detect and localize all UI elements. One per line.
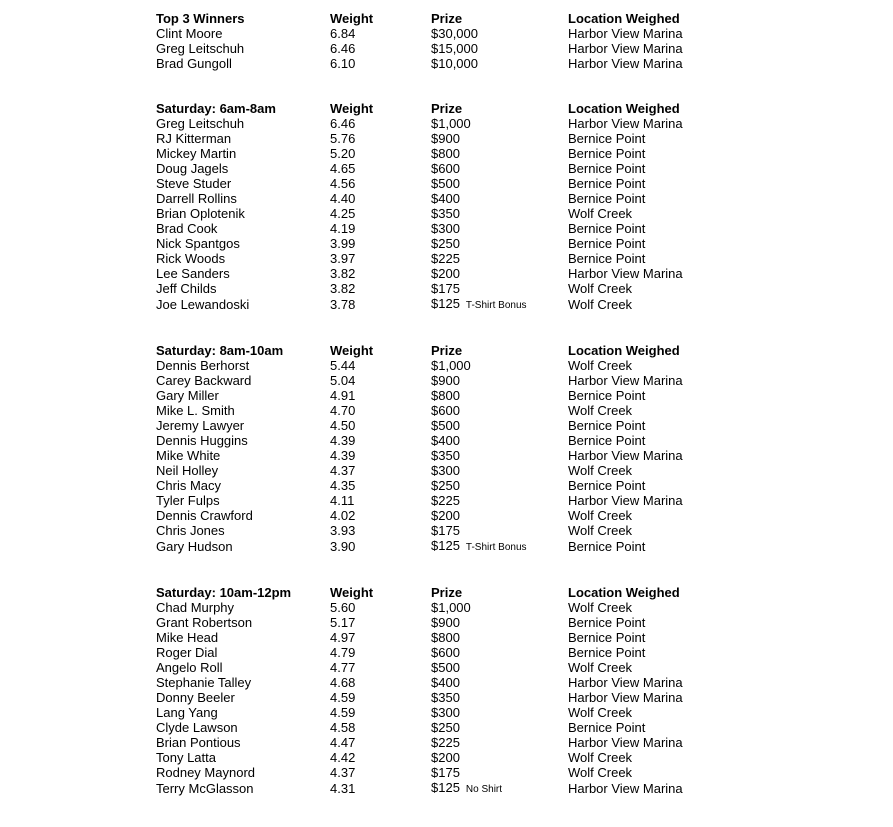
prize-cell [431,720,568,735]
angler-name: Greg Leitschuh [156,41,245,56]
weight-value: 4.50 [330,418,356,433]
weight-value: 3.78 [330,297,356,312]
weight-value: 4.37 [330,765,356,780]
prize-value: $400 [431,191,460,206]
prize-cell [431,705,568,720]
angler-name: Darrell Rollins [156,191,237,206]
prize-value: $225 [431,735,460,750]
prize-value: $175 [431,765,460,780]
weight-value: 5.44 [330,358,356,373]
table-row [156,660,708,675]
prize-cell [431,735,568,750]
angler-name: Dennis Huggins [156,433,248,448]
table-header-row [156,11,708,26]
prize-value: $350 [431,448,460,463]
prize-value: $500 [431,660,460,675]
table-row [156,720,708,735]
weight-value: 6.46 [330,41,356,56]
prize-cell [431,493,568,508]
table-header-row [156,585,708,600]
prize-cell [431,433,568,448]
prize-value: $1,000 [431,600,471,615]
weight-value: 4.56 [330,176,356,191]
table-row [156,750,708,765]
angler-name: RJ Kitterman [156,131,232,146]
prize-value: $300 [431,463,460,478]
prize-value: $30,000 [431,26,478,41]
weight-value: 4.91 [330,388,356,403]
prize-value: $800 [431,388,460,403]
table-row [156,131,708,146]
prize-value: $250 [431,720,460,735]
location-value: Wolf Creek [568,403,633,418]
table-row [156,463,708,478]
table-row [156,221,708,236]
angler-name: Terry McGlasson [156,781,254,796]
weight-value: 4.59 [330,705,356,720]
angler-name: Angelo Roll [156,660,223,675]
angler-name: Clyde Lawson [156,720,238,735]
weight-header: Weight [330,11,374,26]
prize-cell [431,266,568,281]
prize-cell [431,206,568,221]
prize-value: $225 [431,251,460,266]
angler-name: Rick Woods [156,251,226,266]
location-value: Bernice Point [568,221,646,236]
prize-value: $200 [431,508,460,523]
table-row [156,373,708,388]
angler-name: Mike White [156,448,221,463]
table-row [156,191,708,206]
prize-cell [431,523,568,538]
table-row [156,493,708,508]
angler-name: Donny Beeler [156,690,235,705]
location-value: Harbor View Marina [568,690,683,705]
table-header-row [156,101,708,116]
weight-value: 4.65 [330,161,356,176]
prize-cell [431,116,568,131]
table-row [156,433,708,448]
prize-header: Prize [431,343,463,358]
weight-value: 4.25 [330,206,356,221]
prize-cell [431,176,568,191]
location-value: Bernice Point [568,191,646,206]
weight-value: 5.20 [330,146,356,161]
angler-name: Tony Latta [156,750,216,765]
prize-cell [431,146,568,161]
results-table [156,101,708,313]
weight-value: 4.47 [330,735,356,750]
table-row [156,281,708,296]
prize-cell [431,508,568,523]
location-header: Location Weighed [568,11,680,26]
location-value: Wolf Creek [568,705,633,720]
prize-cell [431,615,568,630]
prize-cell [431,281,568,296]
location-value: Bernice Point [568,720,646,735]
angler-name: Carey Backward [156,373,252,388]
table-row [156,630,708,645]
prize-cell [431,191,568,206]
prize-cell [431,463,568,478]
location-value: Bernice Point [568,645,646,660]
weight-value: 5.60 [330,600,356,615]
prize-header: Prize [431,585,463,600]
location-value: Bernice Point [568,615,646,630]
table-row [156,478,708,493]
prize-value: $125 [431,538,460,553]
angler-name: Grant Robertson [156,615,253,630]
section-title: Saturday: 6am-8am [156,101,276,116]
weight-value: 4.77 [330,660,356,675]
prize-value: $600 [431,161,460,176]
prize-value: $175 [431,523,460,538]
prize-cell [431,26,568,41]
prize-cell [431,161,568,176]
location-value: Bernice Point [568,131,646,146]
angler-name: Rodney Maynord [156,765,255,780]
prize-value: $900 [431,615,460,630]
angler-name: Stephanie Talley [156,675,252,690]
location-value: Harbor View Marina [568,735,683,750]
prize-value: $125 [431,780,460,795]
weight-value: 4.68 [330,675,356,690]
table-row [156,538,708,555]
location-value: Harbor View Marina [568,116,683,131]
prize-cell [431,403,568,418]
weight-value: 3.82 [330,266,356,281]
angler-name: Dennis Berhorst [156,358,250,373]
prize-value: $250 [431,478,460,493]
prize-value: $400 [431,675,460,690]
angler-name: Clint Moore [156,26,223,41]
location-value: Wolf Creek [568,206,633,221]
weight-value: 3.99 [330,236,356,251]
location-value: Wolf Creek [568,765,633,780]
angler-name: Mickey Martin [156,146,237,161]
table-row [156,523,708,538]
results-table [156,11,708,71]
location-value: Harbor View Marina [568,448,683,463]
angler-name: Brad Gungoll [156,56,232,71]
location-value: Harbor View Marina [568,41,683,56]
angler-name: Neil Holley [156,463,219,478]
angler-name: Gary Miller [156,388,219,403]
weight-value: 3.82 [330,281,356,296]
weight-value: 3.93 [330,523,356,538]
prize-cell [431,221,568,236]
table-row [156,765,708,780]
prize-value: $10,000 [431,56,478,71]
table-row [156,448,708,463]
table-row [156,388,708,403]
weight-value: 4.79 [330,645,356,660]
prize-value: $900 [431,131,460,146]
angler-name: Tyler Fulps [156,493,220,508]
table-row [156,600,708,615]
location-value: Wolf Creek [568,600,633,615]
table-row [156,403,708,418]
section-title: Saturday: 8am-10am [156,343,284,358]
prize-value: $1,000 [431,358,471,373]
location-value: Bernice Point [568,161,646,176]
table-row [156,251,708,266]
location-header: Location Weighed [568,101,680,116]
location-value: Wolf Creek [568,750,633,765]
prize-value: $500 [431,418,460,433]
prize-cell [431,765,568,780]
prize-cell [431,251,568,266]
prize-cell [431,358,568,373]
prize-cell [431,600,568,615]
weight-value: 6.46 [330,116,356,131]
weight-value: 6.84 [330,26,356,41]
weight-value: 4.58 [330,720,356,735]
prize-cell [431,630,568,645]
angler-name: Lee Sanders [156,266,230,281]
prize-note: No Shirt [465,784,503,795]
location-value: Bernice Point [568,478,646,493]
angler-name: Gary Hudson [156,539,233,554]
angler-name: Chris Jones [156,523,225,538]
table-row [156,690,708,705]
prize-value: $15,000 [431,41,478,56]
prize-cell [431,448,568,463]
weight-value: 4.35 [330,478,356,493]
location-value: Harbor View Marina [568,26,683,41]
location-value: Harbor View Marina [568,56,683,71]
prize-cell [431,690,568,705]
prize-cell [431,296,568,313]
weight-header: Weight [330,101,374,116]
prize-cell [431,56,568,71]
table-row [156,358,708,373]
location-header: Location Weighed [568,585,680,600]
results-document [156,11,708,827]
weight-value: 4.19 [330,221,356,236]
weight-value: 4.39 [330,448,356,463]
prize-value: $200 [431,750,460,765]
results-table [156,585,708,797]
weight-value: 5.04 [330,373,356,388]
table-row [156,176,708,191]
prize-value: $350 [431,206,460,221]
prize-cell [431,478,568,493]
weight-value: 4.02 [330,508,356,523]
angler-name: Joe Lewandoski [156,297,250,312]
prize-value: $900 [431,373,460,388]
location-value: Wolf Creek [568,358,633,373]
prize-value: $350 [431,690,460,705]
table-row [156,41,708,56]
prize-value: $250 [431,236,460,251]
location-value: Bernice Point [568,146,646,161]
angler-name: Roger Dial [156,645,218,660]
weight-value: 4.40 [330,191,356,206]
prize-cell [431,236,568,251]
angler-name: Steve Studer [156,176,232,191]
table-row [156,206,708,221]
table-row [156,161,708,176]
location-value: Bernice Point [568,418,646,433]
prize-value: $600 [431,403,460,418]
prize-value: $800 [431,630,460,645]
angler-name: Brian Oplotenik [156,206,245,221]
weight-value: 4.42 [330,750,356,765]
weight-value: 4.97 [330,630,356,645]
weight-value: 4.70 [330,403,356,418]
location-value: Wolf Creek [568,660,633,675]
prize-cell [431,660,568,675]
weight-value: 4.59 [330,690,356,705]
angler-name: Chris Macy [156,478,222,493]
weight-header: Weight [330,585,374,600]
weight-value: 4.39 [330,433,356,448]
weight-value: 3.97 [330,251,356,266]
angler-name: Brian Pontious [156,735,241,750]
location-value: Wolf Creek [568,281,633,296]
table-row [156,418,708,433]
angler-name: Mike Head [156,630,219,645]
location-value: Harbor View Marina [568,373,683,388]
table-row [156,508,708,523]
weight-header: Weight [330,343,374,358]
angler-name: Dennis Crawford [156,508,253,523]
prize-value: $600 [431,645,460,660]
location-value: Bernice Point [568,236,646,251]
prize-header: Prize [431,101,463,116]
prize-value: $125 [431,296,460,311]
angler-name: Chad Murphy [156,600,235,615]
angler-name: Jeff Childs [156,281,217,296]
weight-value: 4.31 [330,781,356,796]
location-value: Bernice Point [568,630,646,645]
table-row [156,236,708,251]
prize-cell [431,750,568,765]
prize-cell [431,780,568,797]
prize-cell [431,675,568,690]
table-row [156,266,708,281]
prize-value: $400 [431,433,460,448]
results-table [156,343,708,555]
prize-cell [431,645,568,660]
prize-value: $300 [431,221,460,236]
angler-name: Nick Spantgos [156,236,240,251]
prize-value: $1,000 [431,116,471,131]
location-value: Harbor View Marina [568,266,683,281]
location-value: Wolf Creek [568,523,633,538]
table-row [156,615,708,630]
weight-value: 4.37 [330,463,356,478]
location-value: Wolf Creek [568,297,633,312]
location-value: Harbor View Marina [568,675,683,690]
prize-value: $225 [431,493,460,508]
location-value: Bernice Point [568,433,646,448]
weight-value: 6.10 [330,56,356,71]
weight-value: 5.76 [330,131,356,146]
prize-value: $800 [431,146,460,161]
location-value: Harbor View Marina [568,493,683,508]
table-row [156,26,708,41]
location-value: Bernice Point [568,251,646,266]
prize-cell [431,41,568,56]
angler-name: Lang Yang [156,705,218,720]
weight-value: 4.11 [330,493,355,508]
prize-note: T-Shirt Bonus [465,300,527,311]
prize-value: $500 [431,176,460,191]
table-row [156,735,708,750]
prize-value: $175 [431,281,460,296]
prize-cell [431,418,568,433]
table-row [156,116,708,131]
prize-header: Prize [431,11,463,26]
table-row [156,56,708,71]
table-row [156,675,708,690]
section-title: Saturday: 10am-12pm [156,585,292,600]
location-value: Bernice Point [568,388,646,403]
prize-value: $300 [431,705,460,720]
weight-value: 5.17 [330,615,356,630]
weight-value: 3.90 [330,539,356,554]
location-value: Wolf Creek [568,463,633,478]
prize-note: T-Shirt Bonus [465,542,527,553]
table-row [156,780,708,797]
table-header-row [156,343,708,358]
table-row [156,705,708,720]
prize-value: $200 [431,266,460,281]
angler-name: Jeremy Lawyer [156,418,245,433]
angler-name: Doug Jagels [156,161,229,176]
location-header: Location Weighed [568,343,680,358]
table-row [156,645,708,660]
prize-cell [431,538,568,555]
prize-cell [431,131,568,146]
angler-name: Greg Leitschuh [156,116,245,131]
table-row [156,146,708,161]
location-value: Harbor View Marina [568,781,683,796]
location-value: Bernice Point [568,176,646,191]
location-value: Wolf Creek [568,508,633,523]
table-row [156,296,708,313]
section-title: Top 3 Winners [156,11,245,26]
angler-name: Mike L. Smith [156,403,235,418]
angler-name: Brad Cook [156,221,218,236]
location-value: Bernice Point [568,539,646,554]
prize-cell [431,388,568,403]
prize-cell [431,373,568,388]
